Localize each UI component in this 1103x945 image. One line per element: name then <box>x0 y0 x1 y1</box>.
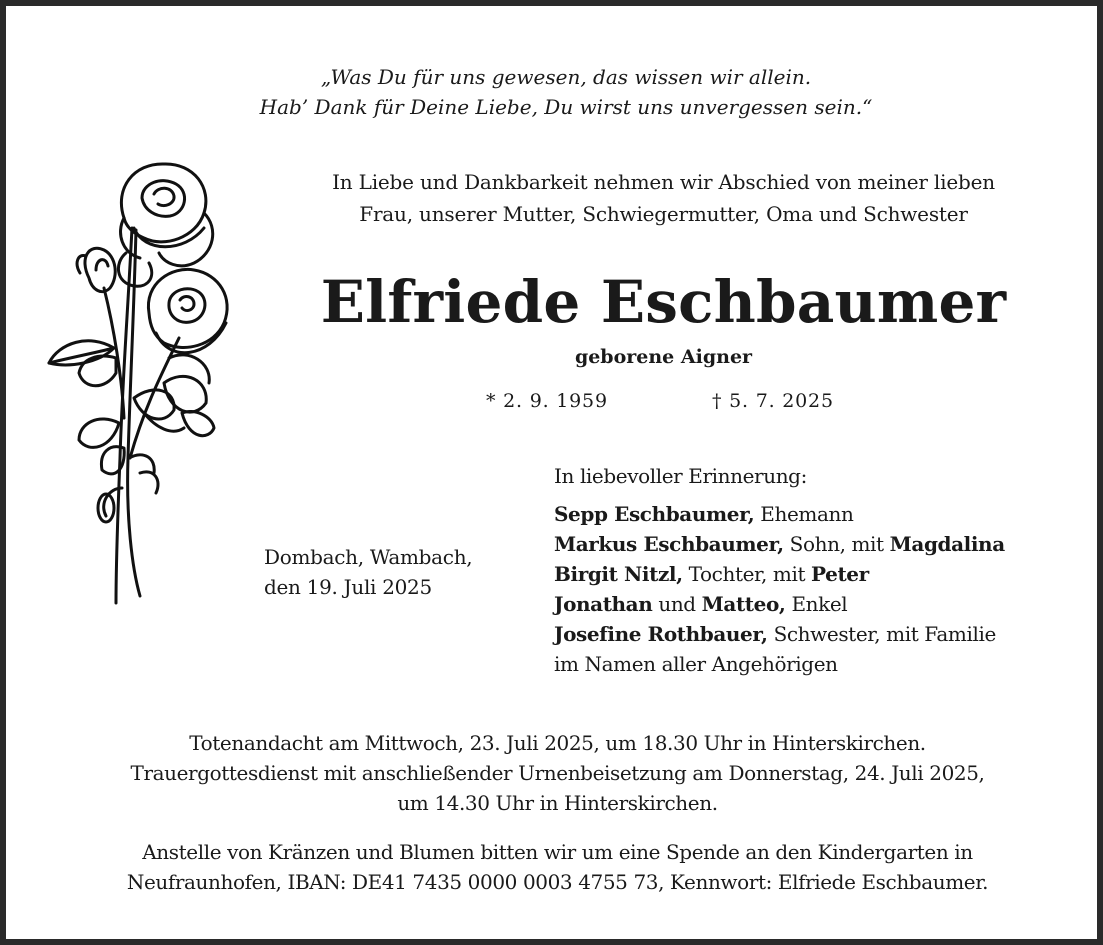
service-info <box>36 728 1079 818</box>
deceased-name: Elfriede Eschbaumer <box>320 268 1007 336</box>
mourner-row <box>554 559 1005 589</box>
mourner-name: Birgit Nitzl, <box>554 562 683 586</box>
maiden-name: geborene Aigner <box>574 346 753 368</box>
mourner-row <box>554 499 1005 529</box>
place-line: Dombach, Wambach, <box>264 545 473 569</box>
service-line-3: um 14.30 Uhr in Hinterskirchen. <box>397 791 718 815</box>
mourners-heading: In liebevoller Erinnerung: <box>554 464 807 488</box>
service-line-2: Trauergottesdienst mit anschließender Urnenbeisetzung am Donnerstag, 24. Juli 2025, <box>130 761 985 785</box>
mourner-name: Markus Eschbaumer, <box>554 532 784 556</box>
rose-illustration <box>44 158 234 608</box>
mourner-name: Josefine Rothbauer, <box>554 622 768 646</box>
mourner-relation: Enkel <box>785 592 848 616</box>
mourner-name: Matteo, <box>701 592 786 616</box>
intro-line-2: Frau, unserer Mutter, Schwiegermutter, Oma und Schwester <box>359 202 968 226</box>
intro-text <box>236 166 1091 230</box>
mourner-row <box>554 529 1005 559</box>
service-line-1: Totenandacht am Mittwoch, 23. Juli 2025, um 18.30 Uhr in Hinterskirchen. <box>189 731 926 755</box>
date-line: den 19. Juli 2025 <box>264 575 432 599</box>
place-and-date <box>264 542 472 602</box>
donation-line-2: Neufraunhofen, IBAN: DE41 7435 0000 0003 4755 73, Kennwort: Elfriede Eschbaumer. <box>126 870 989 894</box>
death-date: † 5. 7. 2025 <box>712 390 834 412</box>
birth-date: * 2. 9. 1959 <box>486 390 608 412</box>
mourner-relation: Tochter, mit <box>682 562 812 586</box>
quote-line-2: Hab’ Dank für Deine Liebe, Du wirst uns unvergessen sein.“ <box>259 95 873 119</box>
donation-line-1: Anstelle von Kränzen und Blumen bitten wir um eine Spende an den Kindergarten in <box>142 840 973 864</box>
mourner-name: Jonathan <box>554 592 653 616</box>
mourners-list <box>554 461 1005 679</box>
mourner-row: im Namen aller Angehörigen <box>554 652 838 676</box>
mourner-name: Sepp Eschbaumer, <box>554 502 755 526</box>
mourner-row <box>554 619 1005 649</box>
mourner-relation: Sohn, mit <box>783 532 890 556</box>
mourner-name: Magdalina <box>889 532 1005 556</box>
intro-line-1: In Liebe und Dankbarkeit nehmen wir Abschied von meiner lieben <box>332 170 995 194</box>
mourner-row <box>554 589 1005 619</box>
mourner-relation: und <box>652 592 702 616</box>
donation-info <box>36 837 1079 897</box>
quote <box>66 62 1066 122</box>
mourner-relation: Schwester, mit Familie <box>767 622 996 646</box>
mourner-name: Peter <box>811 562 869 586</box>
quote-line-1: „Was Du für uns gewesen, das wissen wir allein. <box>320 65 812 89</box>
mourner-relation: Ehemann <box>754 502 854 526</box>
